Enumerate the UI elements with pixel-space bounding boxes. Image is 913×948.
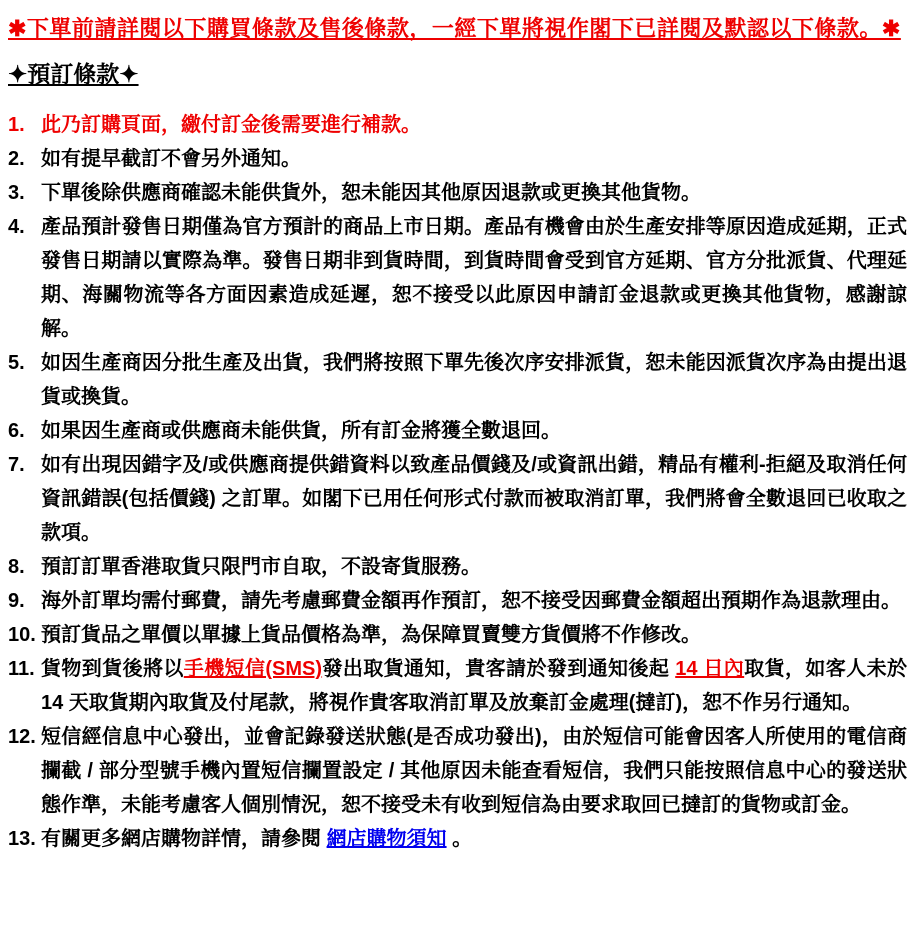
term-segment: 貨物到貨後將以 (41, 658, 184, 680)
term-text (41, 720, 907, 822)
term-text (41, 142, 907, 176)
term-number: 7. (8, 454, 25, 476)
term-segment: 如果因生產商或供應商未能供貨，所有訂金將獲全數退回。 (41, 420, 561, 442)
term-segment: 有關更多網店購物詳情，請參閱 (41, 828, 327, 850)
term-segment: 預訂貨品之單價以單據上貨品價格為準，為保障買賣雙方貨價將不作修改。 (41, 624, 701, 646)
term-number: 3. (8, 182, 25, 204)
term-segment: 。 (446, 828, 473, 850)
term-number: 1. (8, 114, 25, 136)
term-item (8, 584, 907, 618)
term-segment: 取貨，如客人未於 14 天取貨期內取貨及付尾款，將視作貴客取消訂單及放棄訂金處理(撻訂)，恕不作另行通知。 (41, 658, 907, 714)
term-text (41, 618, 907, 652)
term-text (41, 210, 907, 346)
term-item (8, 822, 907, 856)
term-segment: 產品預計發售日期僅為官方預計的商品上市日期。產品有機會由於生產安排等原因造成延期，正式發售日期請以實際為準。發售日期非到貨時間，到貨時間會受到官方延期、官方分批派貨、代理延期、海關物流等各方面因素造成延遲，恕不接受以此原因申請訂金退款或更換其他貨物，感謝諒解。 (41, 216, 907, 340)
term-number: 11. (8, 658, 35, 680)
term-number: 4. (8, 216, 25, 238)
term-number: 2. (8, 148, 25, 170)
term-segment: 預訂訂單香港取貨只限門市自取，不設寄貨服務。 (41, 556, 481, 578)
term-number: 10. (8, 624, 36, 646)
section-title: ✦預訂條款✦ (8, 61, 139, 87)
term-number: 5. (8, 352, 25, 374)
pickup-deadline-emphasis: 14 日內 (675, 658, 745, 680)
shop-guide-link[interactable]: 網店購物須知 (326, 828, 447, 850)
term-item (8, 346, 907, 414)
term-text (41, 176, 907, 210)
term-number: 8. (8, 556, 25, 578)
term-item (8, 550, 907, 584)
term-item (8, 210, 907, 346)
term-segment: 如有提早截訂不會另外通知。 (41, 148, 301, 170)
terms-list (8, 108, 907, 856)
term-number: 9. (8, 590, 25, 612)
term-segment: 此乃訂購頁面，繳付訂金後需要進行補款。 (41, 114, 421, 136)
term-text (41, 346, 907, 414)
term-segment: 下單後除供應商確認未能供貨外，恕未能因其他原因退款或更換其他貨物。 (41, 182, 701, 204)
term-item (8, 414, 907, 448)
term-item (8, 176, 907, 210)
term-item (8, 652, 907, 720)
term-text (41, 108, 907, 142)
term-segment: 海外訂單均需付郵費，請先考慮郵費金額再作預訂，恕不接受因郵費金額超出預期作為退款理由。 (41, 590, 901, 612)
term-text (41, 414, 907, 448)
term-number: 12. (8, 726, 36, 748)
pre-order-warning-notice: ✱下單前請詳閱以下購買條款及售後條款，一經下單將視作閣下已詳閱及默認以下條款。✱ (8, 16, 901, 41)
term-number: 13. (8, 828, 36, 850)
term-text (41, 584, 907, 618)
term-item (8, 618, 907, 652)
term-text (41, 822, 907, 856)
term-item (8, 720, 907, 822)
term-item (8, 448, 907, 550)
term-segment: 如有出現因錯字及/或供應商提供錯資料以致產品價錢及/或資訊出錯，精品有權利-拒絕及取消任何資訊錯誤(包括價錢) 之訂單。如閣下已用任何形式付款而被取消訂單，我們將會全數退回已收取之款項。 (41, 454, 907, 544)
term-segment: 發出取貨通知，貴客請於發到通知後起 (322, 658, 676, 680)
sms-emphasis: 手機短信(SMS) (183, 658, 323, 680)
term-number: 6. (8, 420, 25, 442)
term-segment: 短信經信息中心發出，並會記錄發送狀態(是否成功發出)，由於短信可能會因客人所使用的電信商攔截 / 部分型號手機內置短信攔置設定 / 其他原因未能查看短信，我們只能按照信息中心的發送狀態作準，未能考慮客人個別情況，恕不接受未有收到短信為由要求取回已撻訂的貨物或訂金。 (41, 726, 907, 816)
term-segment: 如因生產商因分批生產及出貨，我們將按照下單先後次序安排派貨，恕未能因派貨次序為由提出退貨或換貨。 (41, 352, 907, 408)
term-text (41, 550, 907, 584)
terms-document (8, 14, 907, 856)
term-text (41, 652, 907, 720)
term-text (41, 448, 907, 550)
term-item (8, 108, 907, 142)
term-item (8, 142, 907, 176)
